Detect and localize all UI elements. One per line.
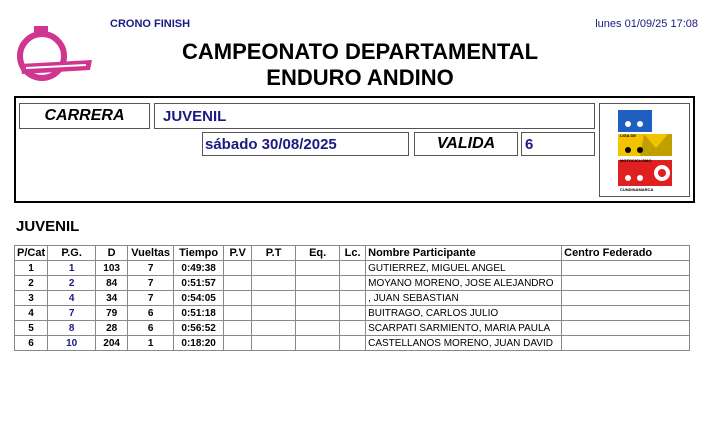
table-cell: 2: [48, 276, 96, 291]
table-cell: 5: [15, 321, 48, 336]
table-cell: [340, 321, 366, 336]
table-row: [15, 321, 690, 336]
table-cell: [224, 336, 252, 351]
table-cell: 6: [128, 321, 174, 336]
table-cell: CASTELLANOS MORENO, JUAN DAVID: [366, 336, 562, 351]
table-cell: [296, 276, 340, 291]
liga-motociclismo-logo-icon: [600, 104, 689, 196]
col-header: Vueltas: [128, 246, 174, 261]
table-cell: 0:51:18: [174, 306, 224, 321]
carrera-value: JUVENIL: [154, 103, 595, 129]
table-cell: 1: [48, 261, 96, 276]
table-header-row: [15, 246, 690, 261]
table-cell: [562, 321, 690, 336]
table-cell: 0:54:05: [174, 291, 224, 306]
col-header: Tiempo: [174, 246, 224, 261]
table-cell: [562, 291, 690, 306]
table-cell: 28: [96, 321, 128, 336]
table-cell: 7: [128, 261, 174, 276]
table-cell: 4: [15, 306, 48, 321]
table-cell: 34: [96, 291, 128, 306]
table-cell: [224, 261, 252, 276]
table-cell: 8: [48, 321, 96, 336]
table-cell: [340, 306, 366, 321]
table-cell: 7: [128, 291, 174, 306]
table-cell: [252, 336, 296, 351]
table-cell: 7: [128, 276, 174, 291]
table-row: [15, 291, 690, 306]
table-cell: BUITRAGO, CARLOS JULIO: [366, 306, 562, 321]
table-cell: SCARPATI SARMIENTO, MARIA PAULA: [366, 321, 562, 336]
table-cell: [252, 261, 296, 276]
table-cell: 3: [15, 291, 48, 306]
table-cell: 0:18:20: [174, 336, 224, 351]
table-cell: GUTIERREZ, MIGUEL ANGEL: [366, 261, 562, 276]
col-header: Eq.: [296, 246, 340, 261]
table-cell: 1: [128, 336, 174, 351]
table-row: [15, 276, 690, 291]
table-cell: 2: [15, 276, 48, 291]
table-cell: [562, 261, 690, 276]
table-cell: [340, 291, 366, 306]
brand-text: CRONO FINISH: [110, 18, 191, 30]
table-cell: MOYANO MORENO, JOSE ALEJANDRO: [366, 276, 562, 291]
table-cell: [224, 276, 252, 291]
table-cell: [562, 336, 690, 351]
table-cell: [296, 336, 340, 351]
table-cell: [224, 321, 252, 336]
table-row: [15, 306, 690, 321]
league-logo-text-2: MOTOCICLISMO: [620, 158, 652, 163]
col-header: P.G.: [48, 246, 96, 261]
race-date: sábado 30/08/2025: [202, 132, 409, 156]
table-cell: 10: [48, 336, 96, 351]
table-cell: [252, 276, 296, 291]
table-cell: [340, 276, 366, 291]
table-cell: [340, 336, 366, 351]
table-cell: 7: [48, 306, 96, 321]
results-table: [14, 245, 690, 351]
col-header: P.V: [224, 246, 252, 261]
table-row: [15, 261, 690, 276]
table-cell: 103: [96, 261, 128, 276]
valida-label: VALIDA: [414, 132, 518, 156]
table-cell: [224, 291, 252, 306]
table-cell: 4: [48, 291, 96, 306]
report-timestamp: lunes 01/09/25 17:08: [595, 18, 698, 30]
table-cell: 204: [96, 336, 128, 351]
table-cell: [296, 261, 340, 276]
table-cell: [340, 261, 366, 276]
table-cell: 0:51:57: [174, 276, 224, 291]
table-cell: [252, 306, 296, 321]
category-heading: JUVENIL: [16, 218, 80, 235]
table-cell: 1: [15, 261, 48, 276]
col-header: Lc.: [340, 246, 366, 261]
league-logo-text-3: CUNDINAMARCA: [620, 187, 654, 192]
table-cell: [296, 306, 340, 321]
table-cell: 79: [96, 306, 128, 321]
table-cell: [562, 276, 690, 291]
table-cell: [252, 321, 296, 336]
league-logo-text-1: LIGA DE: [620, 133, 637, 138]
table-cell: [252, 291, 296, 306]
valida-value: 6: [521, 132, 595, 156]
col-header: D: [96, 246, 128, 261]
report-title-line1: CAMPEONATO DEPARTAMENTAL: [181, 39, 539, 64]
table-cell: 6: [128, 306, 174, 321]
table-cell: [296, 291, 340, 306]
table-cell: [296, 321, 340, 336]
table-cell: [224, 306, 252, 321]
league-logo: [599, 103, 690, 197]
table-cell: 84: [96, 276, 128, 291]
table-cell: 0:49:38: [174, 261, 224, 276]
table-cell: , JUAN SEBASTIAN: [366, 291, 562, 306]
report-title-line2: ENDURO ANDINO: [266, 65, 454, 90]
table-cell: 6: [15, 336, 48, 351]
table-cell: [562, 306, 690, 321]
table-row: [15, 336, 690, 351]
col-header: Nombre Participante: [366, 246, 562, 261]
col-header: Centro Federado: [562, 246, 690, 261]
table-cell: 0:56:52: [174, 321, 224, 336]
carrera-label: CARRERA: [19, 103, 150, 129]
col-header: P.T: [252, 246, 296, 261]
col-header: P/Cat: [15, 246, 48, 261]
